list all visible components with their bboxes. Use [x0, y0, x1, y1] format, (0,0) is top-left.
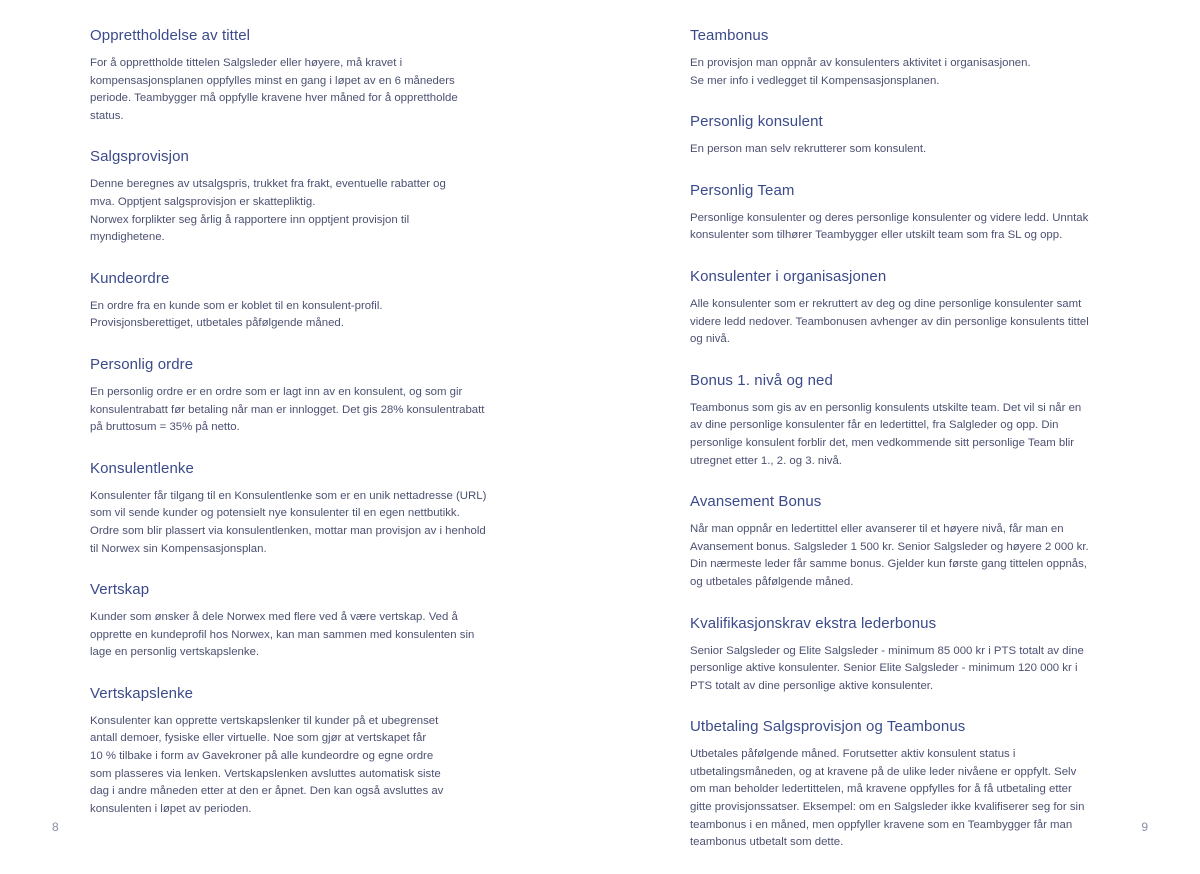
page-number: 8	[52, 820, 59, 834]
right-column	[690, 26, 1136, 874]
section-konsulentlenke	[90, 459, 530, 558]
section-heading: Personlig ordre	[90, 355, 194, 373]
text-line: En person man selv rekrutterer som konsulent.	[690, 143, 927, 156]
section-heading: Avansement Bonus	[690, 493, 822, 511]
text-line: til Norwex sin Kompensasjonsplan.	[90, 542, 267, 555]
section-vertskapslenke	[90, 684, 530, 819]
section-heading: Utbetaling Salgsprovisjon og Teambonus	[690, 718, 966, 736]
text-line: personlige konsulent forblir det, men vedkommende sitt personlige Team blir	[690, 436, 1075, 449]
section-vertskap	[90, 580, 530, 662]
text-line: En ordre fra en kunde som er koblet til en konsulent-profil.	[90, 299, 383, 312]
section-body	[690, 643, 1136, 696]
section-body	[90, 176, 530, 246]
text-line: og nivå.	[690, 333, 730, 346]
section-opprettholdelse	[90, 26, 530, 125]
text-line: Norwex forplikter seg årlig å rapportere inn opptjent provisjon til	[90, 213, 410, 226]
section-body	[90, 298, 530, 333]
text-line: 10 % tilbake i form av Gavekroner på alle kundeordre og egne ordre	[90, 750, 434, 763]
section-body	[90, 488, 530, 558]
text-line: Når man oppnår en ledertittel eller avanserer til et høyere nivå, får man en	[690, 523, 1064, 536]
text-line: teambonus utbetalt som dette.	[690, 836, 844, 849]
page-number: 9	[1141, 820, 1148, 834]
text-line: For å opprettholde tittelen Salgsleder eller høyere, må kravet i	[90, 57, 403, 69]
text-line: gitte provisjonssatser. Eksempel: om en Salgsleder ikke kvalifiserer seg for sin	[690, 801, 1085, 814]
left-page	[0, 0, 600, 852]
text-line: om man beholder ledertittelen, må kravene oppfylles for å få utbetaling etter	[690, 783, 1072, 796]
text-line: utbetalingsmåneden, og at kravene på de ulike leder nivåene er oppfylt. Selv	[690, 765, 1077, 778]
section-body	[690, 296, 1136, 349]
left-column	[90, 26, 530, 840]
text-line: Denne beregnes av utsalgspris, trukket fra frakt, eventuelle rabatter og	[90, 178, 446, 191]
text-line: Konsulenter får tilgang til en Konsulentlenke som er en unik nettadresse (URL)	[90, 489, 487, 502]
text-line: teambonus i en måned, men oppfyller kravene som en Teambygger får man	[690, 818, 1073, 831]
text-line: Teambonus som gis av en personlig konsulents utskilte team. Det vil si når en	[690, 401, 1082, 414]
text-line: Ordre som blir plassert via konsulentlenken, mottar man provisjon av i henhold	[90, 524, 486, 537]
section-body	[690, 521, 1136, 591]
text-line: status.	[90, 109, 124, 122]
text-line: dag i andre måneden etter at den er åpnet. Den kan også avsluttes av	[90, 785, 444, 798]
section-body	[90, 713, 530, 819]
section-heading: Salgsprovisjon	[90, 148, 189, 166]
section-kvalifikasjonskrav	[690, 614, 1136, 696]
text-line: Se mer info i vedlegget til Kompensasjonsplanen.	[690, 74, 940, 87]
section-heading: Vertskap	[90, 581, 150, 599]
section-teambonus	[690, 26, 1136, 90]
right-page	[600, 0, 1200, 852]
text-line: konsulentrabatt før betaling når man er innlogget. Det gis 28% konsulentrabatt	[90, 403, 485, 416]
section-heading: Kvalifikasjonskrav ekstra lederbonus	[690, 614, 937, 632]
text-line: av dine personlige konsulenter får en ledertittel, fra Salgleder og opp. Din	[690, 419, 1059, 432]
section-body	[90, 384, 530, 437]
text-line: periode. Teambygger må oppfylle kravene hver måned for å opprettholde	[90, 92, 458, 105]
section-salgsprovisjon	[90, 147, 530, 246]
text-line: og utbetales påfølgende måned.	[690, 575, 854, 588]
section-heading: Konsulenter i organisasjonen	[690, 267, 887, 285]
section-body	[690, 746, 1136, 852]
text-line: Konsulenter kan opprette vertskapslenker til kunder på et ubegrenset	[90, 714, 439, 727]
text-line: Personlige konsulenter og deres personlige konsulenter og videre ledd. Unntak	[690, 211, 1089, 224]
text-line: Senior Salgsleder og Elite Salgsleder - minimum 85 000 kr i PTS totalt av dine	[690, 644, 1084, 657]
section-body	[690, 55, 1136, 90]
text-line: En personlig ordre er en ordre som er lagt inn av en konsulent, og som gir	[90, 385, 463, 398]
section-heading: Kundeordre	[90, 269, 170, 287]
section-personlig-konsulent	[690, 112, 1136, 159]
section-heading: Opprettholdelse av tittel	[90, 27, 251, 44]
text-line: opprette en kundeprofil hos Norwex, kan man sammen med konsulenten sin	[90, 628, 475, 641]
text-line: som vil sende kunder og potensielt nye konsulenter til en egen nettbutikk.	[90, 507, 460, 520]
section-bonus-1-niva	[690, 371, 1136, 470]
section-avansement-bonus	[690, 492, 1136, 591]
text-line: Utbetales påfølgende måned. Forutsetter aktiv konsulent status i	[690, 748, 1016, 761]
section-personlig-team	[690, 181, 1136, 245]
text-line: Alle konsulenter som er rekruttert av deg og dine personlige konsulenter samt	[690, 297, 1082, 310]
text-line: Din nærmeste leder får samme bonus. Gjelder kun første gang tittelen oppnås,	[690, 558, 1087, 571]
text-line: kompensasjonsplanen oppfylles minst en gang i løpet av en 6 måneders	[90, 74, 455, 87]
text-line: på bruttosum = 35% på netto.	[90, 421, 240, 434]
text-line: En provisjon man oppnår av konsulenters aktivitet i organisasjonen.	[690, 57, 1031, 69]
text-line: Provisjonsberettiget, utbetales påfølgende måned.	[90, 317, 344, 330]
section-personlig-ordre	[90, 355, 530, 437]
section-heading: Vertskapslenke	[90, 684, 194, 702]
section-heading: Personlig konsulent	[690, 113, 823, 131]
section-body	[690, 141, 1136, 159]
text-line: videre ledd nedover. Teambonusen avhenger av din personlige konsulents tittel	[690, 315, 1089, 328]
text-line: som plasseres via lenken. Vertskapslenken avsluttes automatisk siste	[90, 767, 441, 780]
text-line: personlige aktive konsulenter. Senior Elite Salgsleder - minimum 120 000 kr i	[690, 662, 1078, 675]
text-line: mva. Opptjent salgsprovisjon er skattepliktig.	[90, 195, 316, 208]
section-heading: Konsulentlenke	[90, 459, 194, 477]
section-kundeordre	[90, 269, 530, 333]
text-line: utregnet etter 1., 2. og 3. nivå.	[690, 454, 842, 467]
text-line: Avansement bonus. Salgsleder 1 500 kr. Senior Salgsleder og høyere 2 000 kr.	[690, 540, 1089, 553]
section-body	[690, 210, 1136, 245]
text-line: lage en personlig vertskapslenke.	[90, 646, 260, 659]
section-body	[90, 609, 530, 662]
section-heading: Teambonus	[690, 27, 769, 44]
section-konsulenter-i-organisasjonen	[690, 267, 1136, 349]
section-body	[90, 55, 530, 125]
text-line: Kunder som ønsker å dele Norwex med flere ved å være vertskap. Ved å	[90, 611, 458, 624]
section-heading: Bonus 1. nivå og ned	[690, 371, 833, 389]
text-line: antall demoer, fysiske eller virtuelle. Noe som gjør at vertskapet får	[90, 732, 427, 745]
text-line: konsulenter som tilhører Teambygger eller utskilt team som fra SL og opp.	[690, 229, 1063, 242]
text-line: konsulenten i løpet av perioden.	[90, 802, 252, 815]
section-heading: Personlig Team	[690, 181, 795, 199]
text-line: myndighetene.	[90, 231, 165, 244]
section-utbetaling	[690, 717, 1136, 852]
text-line: PTS totalt av dine personlige aktive konsulenter.	[690, 679, 934, 692]
section-body	[690, 400, 1136, 470]
